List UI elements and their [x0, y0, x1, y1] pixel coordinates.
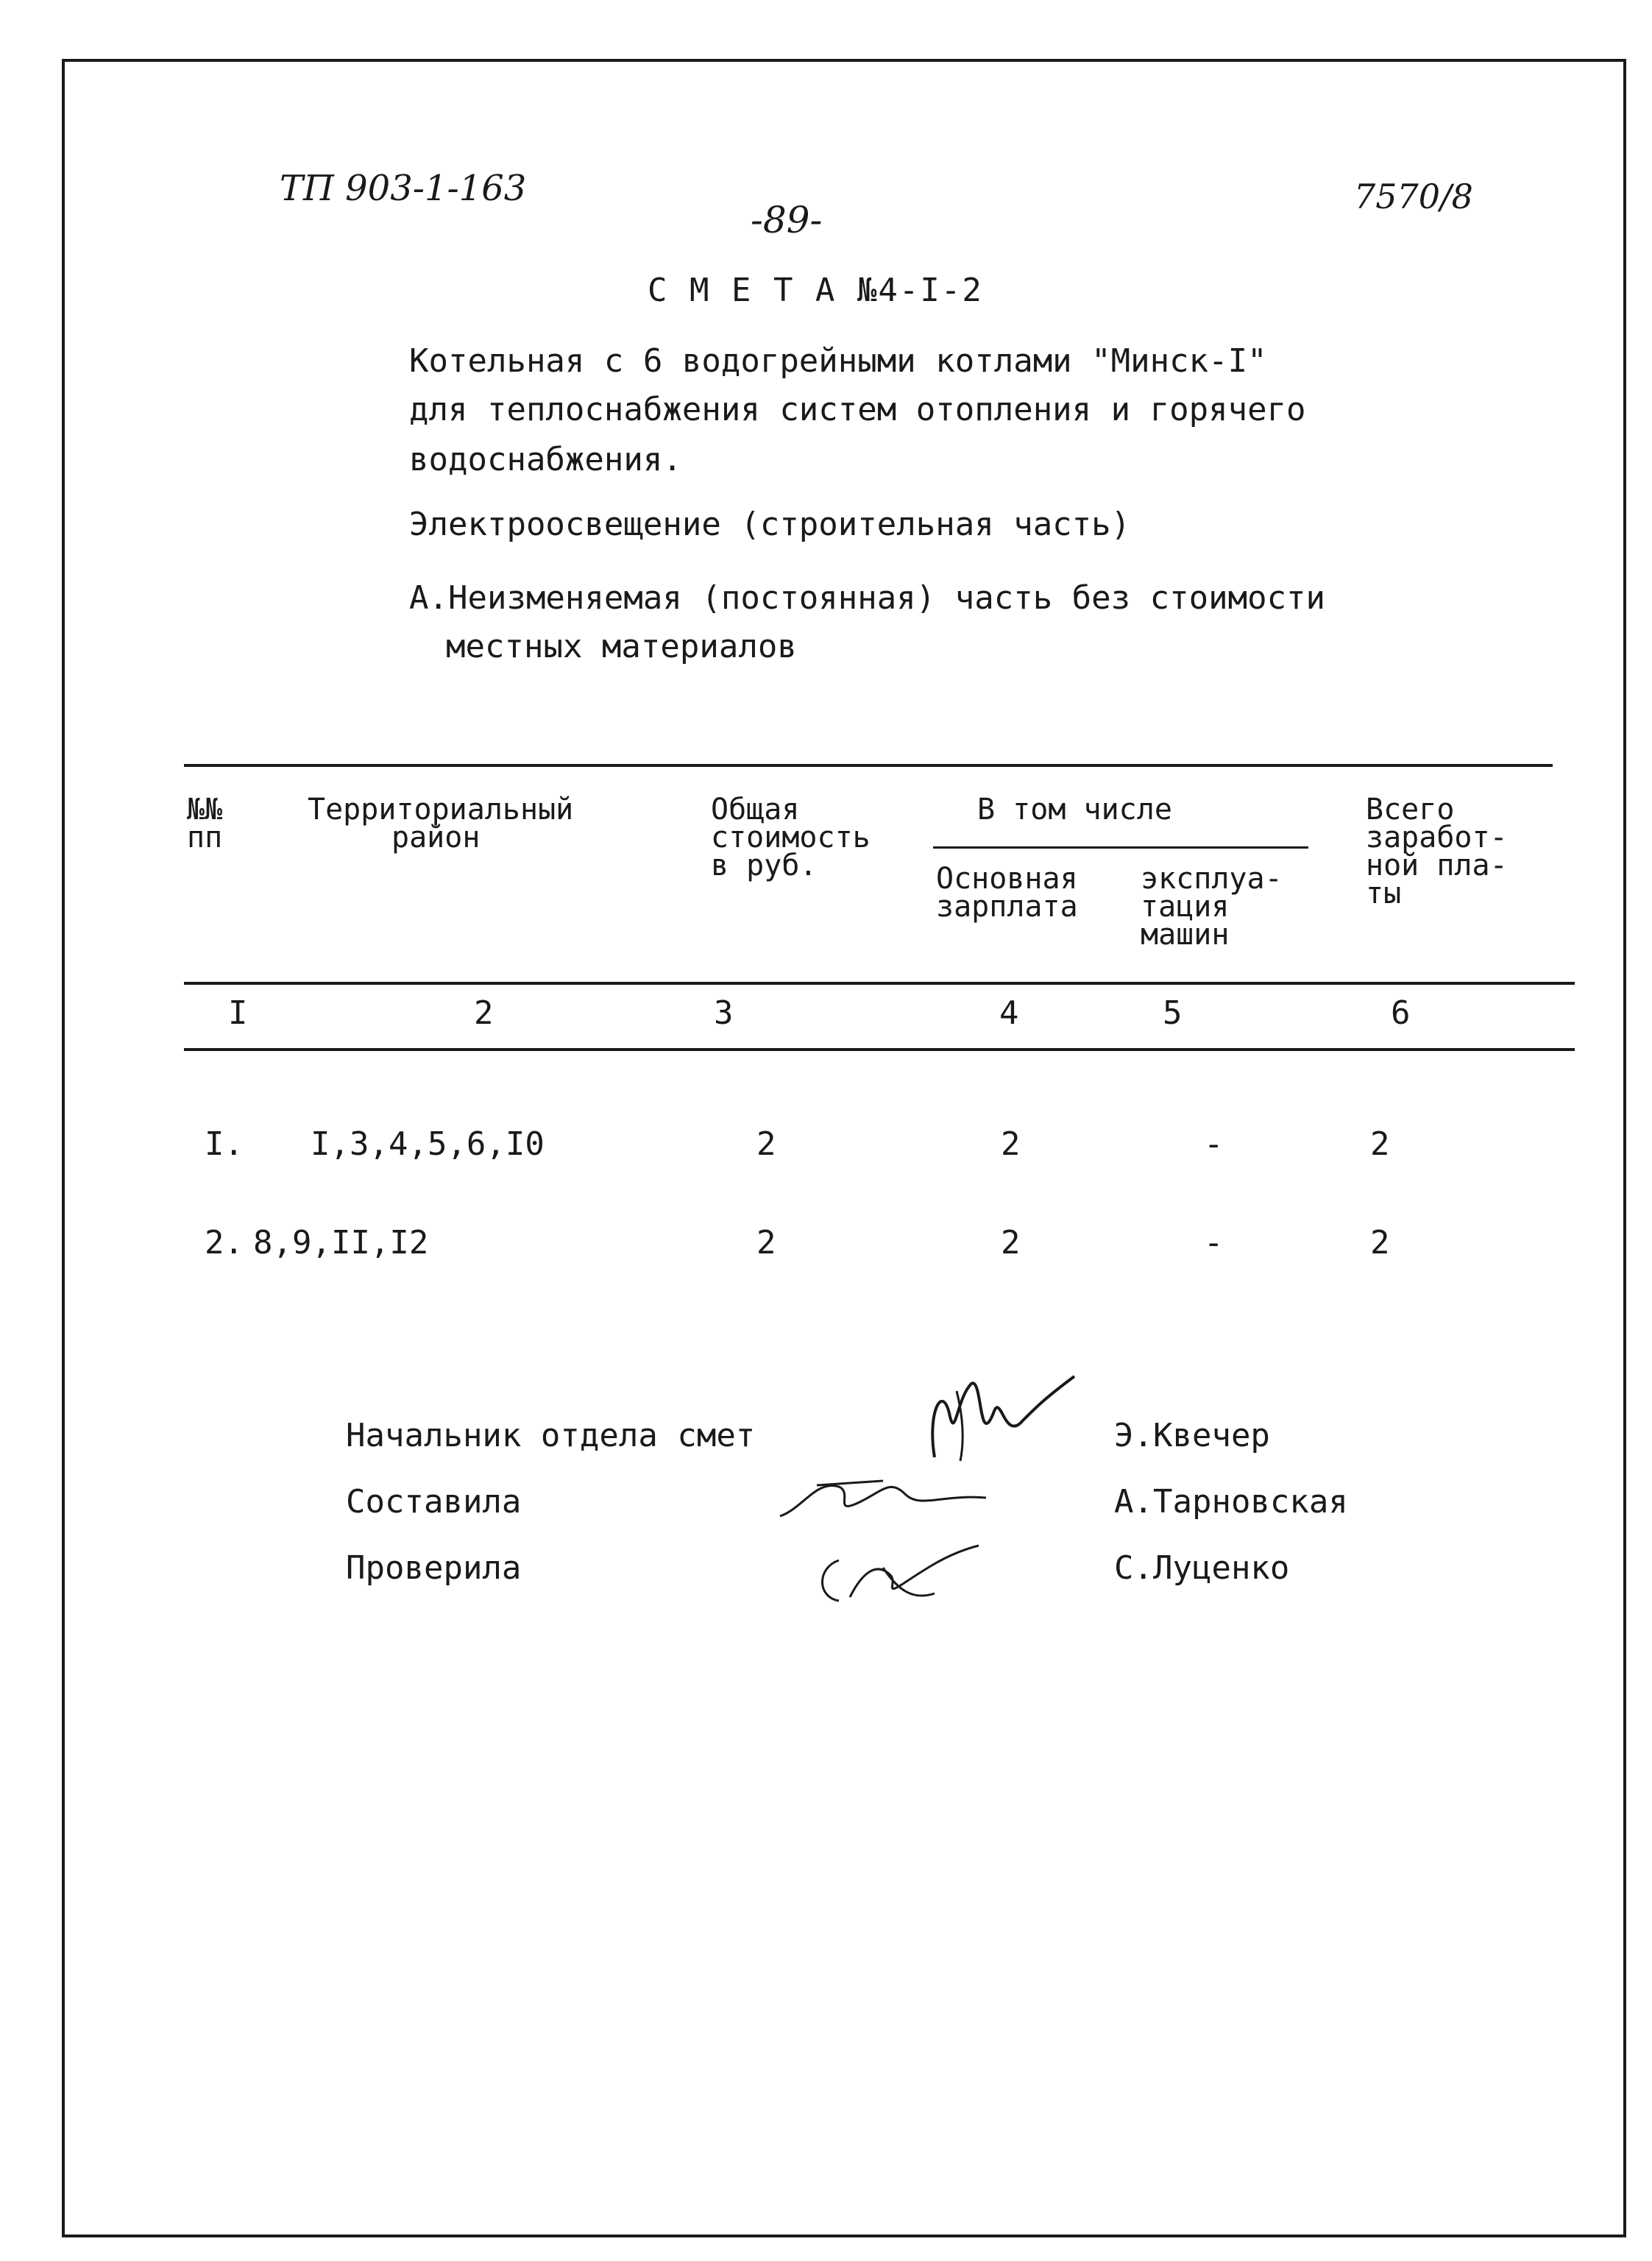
- header-group-rule: [933, 846, 1308, 849]
- header-all-salary-line: Всего: [1366, 793, 1455, 827]
- section-title: Электроосвещение (строительная часть): [409, 506, 1131, 543]
- page-number: -89-: [751, 199, 823, 241]
- signature-role: Начальник отдела смет: [346, 1417, 756, 1454]
- signature-role: Составила: [346, 1483, 522, 1521]
- signature-mark: [809, 1531, 986, 1612]
- part-line-1: А.Неизменяемая (постоянная) часть без стоимости: [409, 579, 1326, 617]
- column-number: 3: [714, 994, 734, 1032]
- row-salary: 2: [1001, 1125, 1021, 1163]
- row-all-salary: 2: [1370, 1125, 1390, 1163]
- header-bottom-rule: [184, 982, 1575, 985]
- header-salary-line: зарплата: [936, 890, 1078, 924]
- header-all-salary-line: ты: [1366, 877, 1402, 910]
- row-region: 8,9,II,I2: [253, 1224, 429, 1262]
- header-machines-line: машин: [1141, 918, 1230, 952]
- row-num: I.: [205, 1125, 244, 1163]
- column-number-rule: [184, 1048, 1575, 1051]
- header-region-line: Территориальный: [308, 793, 574, 827]
- header-total-line: стоимость: [711, 821, 871, 854]
- header-num-line: №№: [187, 793, 223, 827]
- column-number: I: [228, 994, 248, 1032]
- row-region: I,3,4,5,6,I0: [311, 1125, 545, 1163]
- signature-role: Проверила: [346, 1549, 522, 1587]
- header-machines-line: эксплуа-: [1141, 862, 1283, 896]
- column-number: 6: [1391, 994, 1411, 1032]
- table-top-rule: [184, 764, 1553, 767]
- header-salary-line: Основная: [936, 862, 1078, 896]
- description-line-2: для теплоснабжения систем отопления и горячего: [409, 391, 1306, 428]
- header-machines-line: тация: [1141, 890, 1230, 924]
- part-line-2: местных материалов: [446, 628, 797, 665]
- signature-mark: [912, 1369, 1089, 1479]
- signature-mark: [773, 1465, 993, 1531]
- row-machines: -: [1204, 1125, 1224, 1163]
- header-all-salary-line: заработ-: [1366, 821, 1508, 854]
- column-number: 5: [1163, 994, 1183, 1032]
- signature-name: С.Луценко: [1114, 1549, 1290, 1587]
- row-total: 2: [756, 1224, 776, 1262]
- header-total-line: Общая: [711, 793, 800, 827]
- signature-name: Э.Квечер: [1114, 1417, 1270, 1454]
- description-line-3: водоснабжения.: [409, 441, 682, 478]
- estimate-title: С М Е Т А №4-I-2: [648, 272, 983, 309]
- header-num-line: пп: [187, 821, 223, 854]
- row-salary: 2: [1001, 1224, 1021, 1262]
- row-machines: -: [1204, 1224, 1224, 1262]
- header-group: В том числе: [977, 793, 1172, 827]
- header-all-salary-line: ной пла-: [1366, 849, 1508, 882]
- header-region-line: район: [391, 821, 481, 854]
- header-total-line: в руб.: [711, 849, 818, 882]
- row-all-salary: 2: [1370, 1224, 1390, 1262]
- sheet-code: 7570/8: [1354, 177, 1473, 216]
- column-number: 2: [474, 994, 494, 1032]
- row-num: 2.: [205, 1224, 244, 1262]
- description-line-1: Котельная с 6 водогрейными котлами "Минск-I": [409, 342, 1267, 380]
- row-total: 2: [756, 1125, 776, 1163]
- column-number: 4: [999, 994, 1019, 1032]
- doc-code: ТП 903-1-163: [280, 168, 527, 209]
- signature-name: А.Тарновская: [1114, 1483, 1348, 1521]
